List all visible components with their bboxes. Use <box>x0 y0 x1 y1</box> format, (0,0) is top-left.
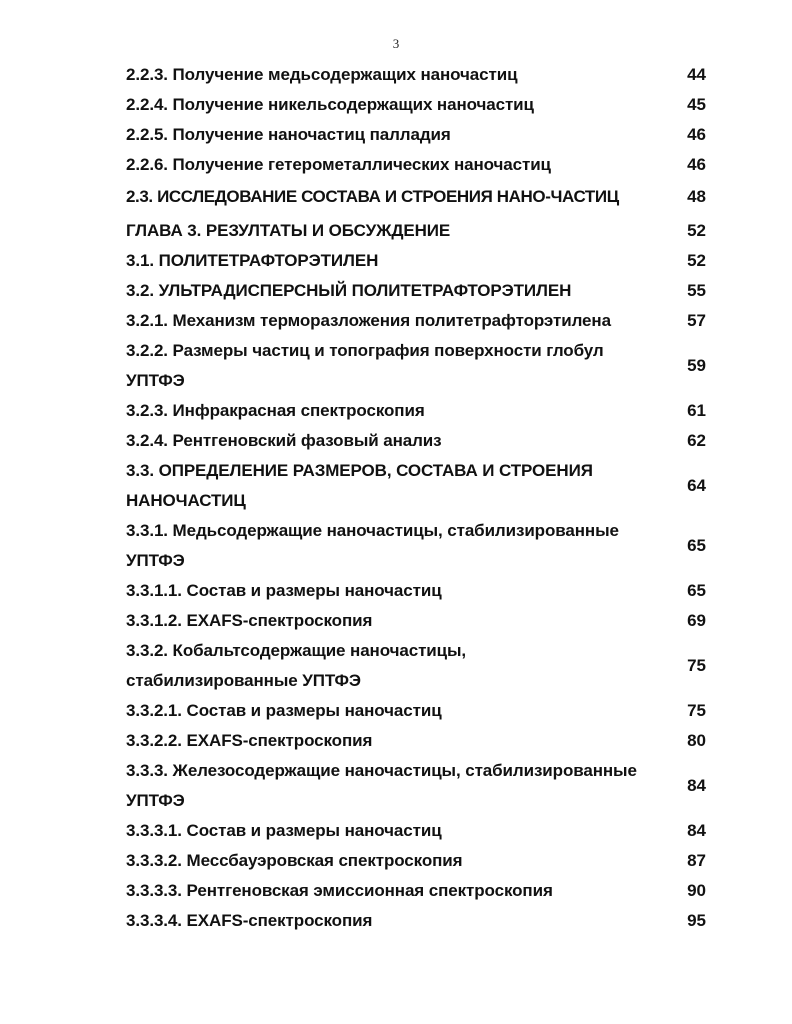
toc-entry-title: 3.3.1.1. Состав и размеры наночастиц <box>126 581 442 600</box>
toc-entry-title: 3.3.3. Железосодержащие наночастицы, стабилизированные УПТФЭ <box>126 761 637 810</box>
toc-entry-title: 3.3.2.1. Состав и размеры наночастиц <box>126 701 442 720</box>
toc-entry-page: 61 <box>687 401 706 420</box>
toc-entry-page: 46 <box>687 155 706 174</box>
toc-entry-page: 52 <box>687 221 706 240</box>
toc-entry-title: 3.3.2. Кобальтсодержащие наночастицы, стабилизированные УПТФЭ <box>126 641 467 690</box>
toc-entry-page: 65 <box>687 536 706 555</box>
toc-entry-title: 3.2.3. Инфракрасная спектроскопия <box>126 401 425 420</box>
toc-entry-title: 3.1. ПОЛИТЕТРАФТОРЭТИЛЕН <box>126 251 379 270</box>
toc-entry-title: 2.2.3. Получение медьсодержащих наночастиц <box>126 65 518 84</box>
toc-entry-page: 84 <box>687 821 706 840</box>
toc-entry <box>126 396 710 426</box>
toc-entry <box>126 516 710 576</box>
toc-entry-title: 3.3.3.3. Рентгеновская эмиссионная спектроскопия <box>126 881 553 900</box>
toc-entry-title: ГЛАВА 3. РЕЗУЛТАТЫ И ОБСУЖДЕНИЕ <box>126 221 451 240</box>
toc-entry-title: 2.2.6. Получение гетерометаллических наночастиц <box>126 155 551 174</box>
toc-entry-title: 2.2.5. Получение наночастиц палладия <box>126 125 451 144</box>
toc-entry <box>126 182 710 212</box>
toc-entry-page: 57 <box>687 311 706 330</box>
toc-entry-page: 69 <box>687 611 706 630</box>
toc-entry-page: 62 <box>687 431 706 450</box>
toc-entry <box>126 426 710 456</box>
toc-entry-page: 46 <box>687 125 706 144</box>
toc-entry-title: 3.3.3.2. Мессбауэровская спектроскопия <box>126 851 463 870</box>
toc-entry <box>126 846 710 876</box>
toc-entry-page: 84 <box>687 776 706 795</box>
toc-entry <box>126 726 710 756</box>
toc-entry-page: 64 <box>687 476 706 495</box>
toc-entry-page: 45 <box>687 95 706 114</box>
toc-entry <box>126 576 710 606</box>
toc-entry <box>126 120 710 150</box>
toc-entry <box>126 636 710 696</box>
toc-entry <box>126 246 710 276</box>
toc-entry-title: 2.2.4. Получение никельсодержащих наночастиц <box>126 95 534 114</box>
toc-entry <box>126 150 710 180</box>
toc-entry-page: 75 <box>687 656 706 675</box>
toc-entry-page: 52 <box>687 251 706 270</box>
toc-entry-page: 80 <box>687 731 706 750</box>
toc-entry-page: 95 <box>687 911 706 930</box>
toc-entry-title: 3.3. ОПРЕДЕЛЕНИЕ РАЗМЕРОВ, СОСТАВА И СТРОЕНИЯ НАНОЧАСТИЦ <box>126 461 593 510</box>
table-of-contents <box>126 60 710 936</box>
toc-entry <box>126 696 710 726</box>
toc-entry-page: 87 <box>687 851 706 870</box>
toc-entry-page: 55 <box>687 281 706 300</box>
toc-entry-page: 90 <box>687 881 706 900</box>
toc-entry-page: 75 <box>687 701 706 720</box>
toc-entry-page: 44 <box>687 65 706 84</box>
toc-entry-title: 3.3.1.2. EXAFS-спектроскопия <box>126 611 373 630</box>
toc-entry <box>126 756 710 816</box>
page-number: 3 <box>392 36 400 51</box>
toc-entry-title: 3.2.1. Механизм терморазложения политетрафторэтилена <box>126 311 611 330</box>
toc-entry-title: 3.2.4. Рентгеновский фазовый анализ <box>126 431 442 450</box>
toc-entry <box>126 876 710 906</box>
toc-entry <box>126 336 710 396</box>
toc-entry <box>126 60 710 90</box>
toc-entry <box>126 90 710 120</box>
toc-entry <box>126 456 710 516</box>
toc-entry-title: 3.3.1. Медьсодержащие наночастицы, стабилизированные УПТФЭ <box>126 521 619 570</box>
toc-entry <box>126 306 710 336</box>
toc-entry-page: 59 <box>687 356 706 375</box>
toc-entry-title: 2.3. ИССЛЕДОВАНИЕ СОСТАВА И СТРОЕНИЯ НАНО-ЧАСТИЦ <box>126 187 619 206</box>
toc-entry-title: 3.3.3.1. Состав и размеры наночастиц <box>126 821 442 840</box>
toc-entry-title: 3.3.2.2. EXAFS-спектроскопия <box>126 731 373 750</box>
toc-entry-title: 3.2.2. Размеры частиц и топография поверхности глобул УПТФЭ <box>126 341 604 390</box>
toc-entry <box>126 606 710 636</box>
toc-entry <box>126 906 710 936</box>
toc-entry <box>126 816 710 846</box>
toc-entry-title: 3.3.3.4. EXAFS-спектроскопия <box>126 911 373 930</box>
toc-entry <box>126 216 710 246</box>
toc-entry-page: 65 <box>687 581 706 600</box>
toc-entry-page: 48 <box>687 187 706 206</box>
toc-entry-title: 3.2. УЛЬТРАДИСПЕРСНЫЙ ПОЛИТЕТРАФТОРЭТИЛЕН <box>126 281 572 300</box>
toc-entry <box>126 276 710 306</box>
